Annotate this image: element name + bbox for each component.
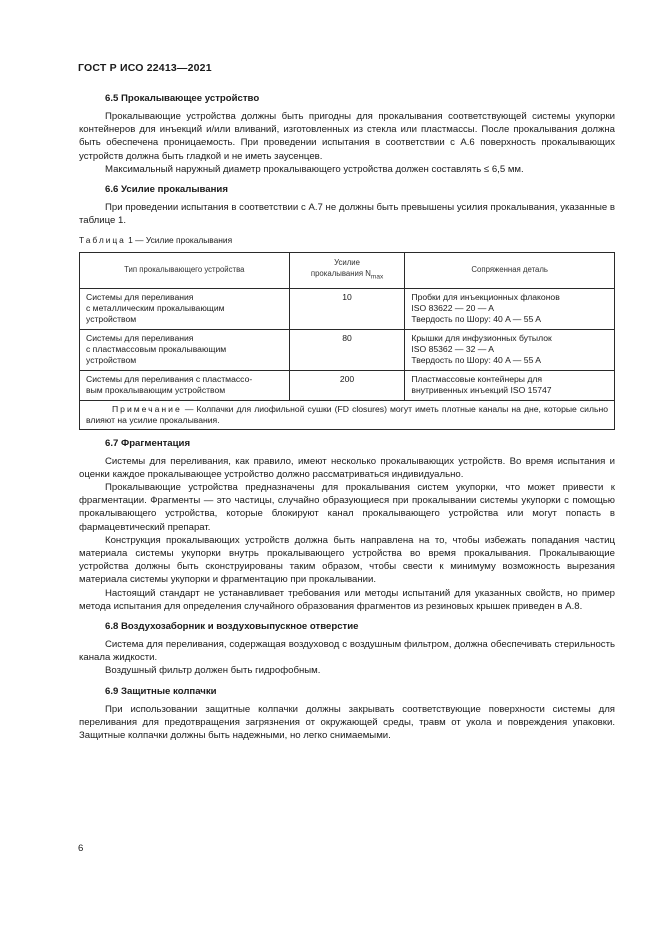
section-heading: 6.5 Прокалывающее устройство	[105, 93, 260, 104]
note-label: Примечание	[112, 403, 182, 414]
paragraph: Системы для переливания, как правило, имеют несколько прокалывающих устройств. Во время испытания и оценки каждое прокалывающее устройство должно рассматриваться индивидуально.	[79, 455, 615, 480]
table-caption-label: Таблица	[79, 235, 126, 246]
cell-mating-part: Крышки для инфузионных бутылок ISO 85362 — 32 — A Твердость по Шору: 40 A — 55 A	[405, 329, 615, 370]
section-6-8	[79, 620, 615, 678]
note-text: — Колпачки для лиофильной сушки (FD closures) могут иметь плотные каналы на дне, которые сильно влияют на усилие прокалывания.	[86, 403, 608, 425]
table-row	[80, 329, 615, 370]
document-header: ГОСТ Р ИСО 22413—2021	[78, 62, 212, 74]
table-row	[80, 288, 615, 329]
paragraph: Максимальный наружный диаметр прокалывающего устройства должен составлять ≤ 6,5 мм.	[105, 163, 524, 175]
section-heading: 6.7 Фрагментация	[105, 437, 191, 449]
header-device-type: Тип прокалывающего устройства	[80, 252, 290, 288]
cell-mating-part: Пробки для инъекционных флаконов ISO 83622 — 20 — A Твердость по Шору: 40 A — 55 A	[405, 288, 615, 329]
page-number: 6	[78, 843, 84, 854]
paragraph: Настоящий стандарт не устанавливает требования или методы испытаний для указанных свойств, но пример метода испытания для определения случайного образования фрагментов из резиновых крышек приведен в А.8.	[79, 587, 615, 612]
piercing-force-table	[79, 252, 615, 430]
section-heading: 6.8 Воздухозаборник и воздуховыпускное отверстие	[105, 621, 359, 633]
table-caption	[79, 234, 615, 247]
section-6-6	[79, 183, 615, 227]
section-heading: 6.9 Защитные колпачки	[105, 685, 217, 697]
section-6-9	[79, 685, 615, 743]
paragraph: При проведении испытания в соответствии с А.7 не должны быть превышены усилия прокалывания, указанные в таблице 1.	[79, 202, 615, 227]
cell-device-type: Системы для переливания с металлическим прокалывающим устройством	[80, 288, 290, 329]
table-note	[80, 400, 615, 429]
table-header-row	[80, 252, 615, 288]
cell-device-type: Системы для переливания с пластмассо- вым прокалывающим устройством	[80, 370, 290, 400]
paragraph: Воздушный фильтр должен быть гидрофобным.	[105, 665, 321, 677]
section-heading: 6.6 Усилие прокалывания	[105, 184, 228, 196]
paragraph: При использовании защитные колпачки должны закрывать соответствующие поверхности системы для переливания для предотвращения загрязнения от окружающей среды, травм от укола и повреждения упаковки. Защитные колпачки должны быть надежными, но легко снимаемыми.	[79, 703, 615, 742]
header-piercing-force: Усилие прокалывания $N_{max}$	[289, 252, 405, 288]
cell-force: 10	[289, 288, 405, 329]
cell-mating-part: Пластмассовые контейнеры для внутривенных инъекций ISO 15747	[405, 370, 615, 400]
cell-device-type: Системы для переливания с пластмассовым прокалывающим устройством	[80, 329, 290, 370]
cell-force: 80	[289, 329, 405, 370]
paragraph: Прокалывающие устройства должны быть пригодны для прокалывания соответствующей системы укупорки контейнеров для инъекций и/или вливаний, изготовленных из стекла или пластмассы. После прокалывания должна быть обеспечена проницаемость. При проведении испытания в соответствии с А.6 поверхность прокалывающих устройств должна быть гладкой и не иметь заусенцев.	[79, 111, 615, 162]
table-note-row	[80, 400, 615, 429]
paragraph: Конструкция прокалывающих устройств должна быть направлена на то, чтобы избежать попадания частиц материала системы укупорки внутрь прокалывающего устройства во время прокалывания. Прокалывающие устройства должны быть сконструированы таким образом, чтобы свести к минимуму возможность вырезания материала системы укупорки и фрагментацию при прокалывании.	[79, 534, 615, 586]
cell-force: 200	[289, 370, 405, 400]
document-body	[79, 92, 615, 742]
header-mating-part: Сопряженная деталь	[405, 252, 615, 288]
table-row	[80, 370, 615, 400]
paragraph: Система для переливания, содержащая воздуховод с воздушным фильтром, должна обеспечивать стерильность канала жидкости.	[79, 639, 615, 664]
section-6-5	[79, 92, 615, 176]
paragraph: Прокалывающие устройства предназначены для прокалывания систем укупорки, что может привести к фрагментации. Фрагменты — это частицы, случайно образующиеся при прокалывании системы укупорки с помощью прокалывающего устройства, которые блокируют канал прокалывающего устройства или могут попасть в фармацевтический препарат.	[79, 482, 615, 533]
table-caption-title: 1 — Усилие прокалывания	[125, 235, 233, 246]
section-6-7	[79, 437, 615, 613]
